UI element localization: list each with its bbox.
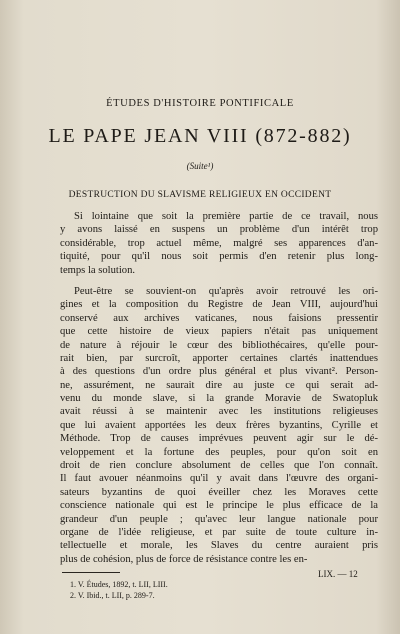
text-line: Il faut avouer néanmoins qu'il y avait dans l'œuvre des organi- <box>60 473 378 485</box>
article-title: LE PAPE JEAN VIII (872-882) <box>48 125 352 147</box>
text-line: Méthode. Trop de causes imprévues peuvent agir sur le dé- <box>60 433 378 445</box>
series-heading: ÉTUDES D'HISTOIRE PONTIFICALE <box>106 98 294 109</box>
text-line: rait bien, par surcroît, apporter certaines clartés inattendues <box>60 352 378 364</box>
text-line: temps la solution. <box>60 264 136 276</box>
signature-mark: LIX. — 12 <box>318 569 358 579</box>
paragraph <box>60 210 378 277</box>
text-line: organe de l'idée religieuse, et par suite de toute culture in- <box>60 526 378 538</box>
text-line: grandeur d'un peuple ; qu'avec leur langue nationale pour <box>60 513 378 525</box>
text-line: que cette histoire de vieux papiers n'était pas uniquement <box>60 326 378 338</box>
footnotes <box>70 580 370 601</box>
footnote-rule <box>62 572 120 573</box>
text-line: tellectuelle et morale, les Slaves du centre auraient pris <box>60 540 378 552</box>
text-line: y avons laissé en suspens un problème d'un intérêt trop <box>60 224 378 236</box>
text-line: droit de rien conclure absolument de celles que l'on connaît. <box>60 460 378 472</box>
continuation-note: (Suite¹) <box>186 161 214 171</box>
text-line: Peut-être se souvient-on qu'après avoir retrouvé les ori- <box>74 285 378 297</box>
text-line: conservé aux archives vaticanes, nous faisions pressentir <box>60 312 378 324</box>
text-line: considérable, trop actuel même, malgré ses apparences d'an- <box>60 237 378 249</box>
text-line: sateurs byzantins de quoi éveiller chez les Moraves cette <box>60 486 378 498</box>
footnote: 1. V. Études, 1892, t. LII, LIII. <box>70 580 168 589</box>
text-line: de nature à réjouir le cœur des bibliothécaires, qu'elle pour- <box>60 339 378 351</box>
section-heading: DESTRUCTION DU SLAVISME RELIGIEUX EN OCCIDENT <box>68 190 332 200</box>
footnote: 2. V. Ibid., t. LII, p. 289-7. <box>70 590 155 600</box>
text-line: ne, assurément, ne saurait dire au juste ce qui serait ad- <box>60 379 378 391</box>
text-line: conscience nationale qui est le principe le plus efficace de la <box>60 500 378 512</box>
article-body <box>60 210 378 574</box>
text-line: que lui avaient apportées les deux frères byzantins, Cyrille et <box>60 419 378 431</box>
paragraph <box>60 285 378 566</box>
text-line: gines et la composition du Registre de Jean VIII, aujourd'hui <box>60 299 378 311</box>
text-line: tiquité, pour qu'il nous soit permis d'en retenir plus long- <box>60 251 378 263</box>
text-line: venu du monde slave, si la grande Moravie de Swatopluk <box>60 393 378 405</box>
text-line: à des questions d'un ordre plus général et plus vivant². Person- <box>60 366 378 378</box>
text-line: veloppement et la fortune des peuples, pour qu'on soit en <box>60 446 378 458</box>
text-line: avait réussi à se maintenir avec les institutions religieuses <box>60 406 378 418</box>
text-line: Si lointaine que soit la première partie de ce travail, nous <box>74 211 378 222</box>
text-line: plus de cohésion, plus de force de résistance contre les en- <box>60 553 308 565</box>
